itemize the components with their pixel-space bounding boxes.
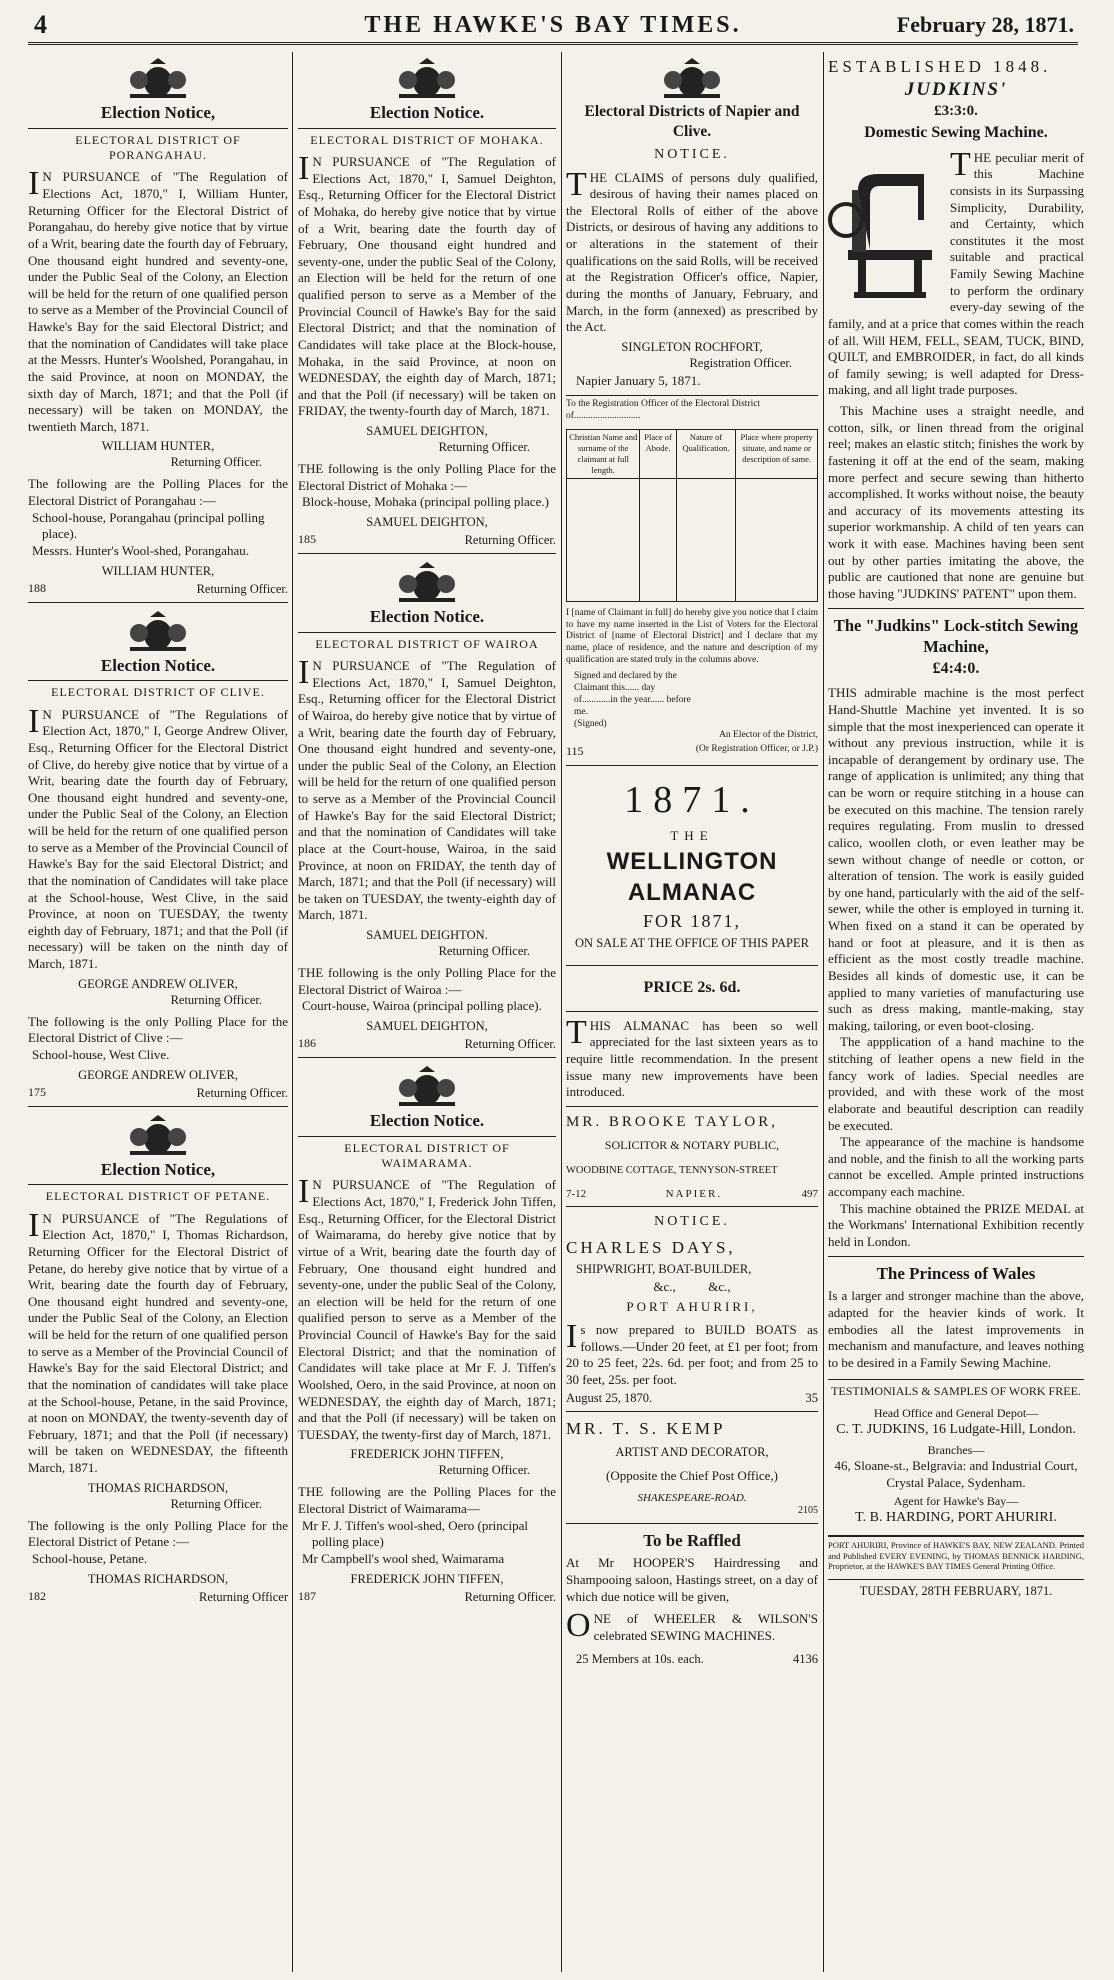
form-addressee: To the Registration Officer of the Electoral District of............................	[566, 395, 818, 423]
product-price: £4:4:0.	[932, 659, 980, 677]
signatory: WILLIAM HUNTER,	[101, 563, 215, 578]
advertiser-address: WOODBINE COTTAGE, TENNYSON-STREET	[566, 1164, 778, 1176]
column-3	[566, 52, 818, 1972]
signatory: THOMAS RICHARDSON,	[87, 1571, 229, 1586]
ad-number: 188	[28, 580, 46, 595]
notice-body: THE CLAIMS of persons duly qualified, desirous of having their names placed on the Electoral Rolls of either of the above Districts, or desirous of having any additions to or alterations in the statement of their qualifications on the said Rolls, will be received at the Registration Officer's office, Napier, during the months of January, February, and March, in the form (annexed) as prescribed by the Act.	[566, 165, 818, 335]
signatory-role: Returning Officer.	[170, 1496, 262, 1511]
election-notice-mohaka	[298, 56, 556, 554]
product-body: This machine obtained the PRIZE MEDAL at the Workmans' International Exhibition recently held in London.	[828, 1200, 1084, 1249]
masthead	[28, 8, 1078, 45]
advertiser-name: CHARLES DAYS,	[566, 1237, 736, 1257]
ad-footer	[28, 1589, 288, 1605]
royal-coat-of-arms-icon	[122, 56, 194, 100]
ad-number: 175	[28, 1084, 46, 1099]
form-signed: Signed and declared by the Claimant this...... day of............in the year...... before me.	[574, 671, 691, 717]
royal-coat-of-arms-icon	[656, 56, 728, 100]
form-header: Nature of Qualification.	[676, 430, 736, 479]
ad-footer	[566, 1187, 818, 1201]
signatory-role: Returning Officer.	[170, 992, 262, 1007]
ad-footer	[566, 1651, 818, 1667]
form-header: Place where property situate, and name or description of same.	[736, 430, 818, 479]
form-cell	[640, 478, 676, 601]
notice-headline: Election Notice.	[369, 606, 485, 626]
ad-number: 187	[298, 1588, 316, 1603]
notice-body: IN PURSUANCE of "The Regulation of Elections Act, 1870," I, Frederick John Tiffen, Esq., Returning Officer, for the Electoral District of Waimarama, do hereby give notice that by virtue of a Writ, bearing date the fourth day of February, One thousand eight hundred and seventy-one, under the public Seal of the Colony, an election will be held for the return of one qualified person to serve as a Member of the Provincial Council of Hawke's Bay for the said Electoral District; and that the nomination of Candidates will take place at Mr F. J. Tiffen's Woolshed, Oero, in the said Province, at noon on WEDNESDAY, the eighth day of March, 1871; and that the Poll (if necessary) will be taken on TUESDAY, the twenty-first day of March, 1871.	[298, 1173, 556, 1442]
signatory: FREDERICK JOHN TIFFEN,	[350, 1447, 504, 1462]
newspaper-title: THE HAWKE'S BAY TIMES.	[364, 12, 742, 38]
notice-body: IN PURSUANCE of "The Regulation of Elections Act, 1870," I, William Hunter, Returning Officer for the Electoral District of Porangahau, do hereby give notice that by virtue of a Writ, bearing date the fourth day of February, One thousand eight hundred and seventy-one, under the Public Seal of the Colony, an Election will be held for the return of one qualified person to serve as a Member of the Provincial Council of Hawke's Bay for the said Electoral District; and that the nomination of Candidates will take place at the Messrs. Hunter's Woolshed, Porangahau, in the said Province, at noon on MONDAY, the sixth day of March, 1871; and that the Poll (if necessary) will be taken on MONDAY, the twentieth March, 1871.	[28, 165, 288, 434]
advertiser-name: MR. T. S. KEMP	[566, 1419, 726, 1439]
electoral-roll-notice	[566, 56, 818, 766]
product-body: This Machine uses a straight needle, and cotton, silk, or linen thread from the original reel; makes an elastic stitch; finishes the work by fastening it off at the end of the seam, making more perfect and secure sewing than hitherto accomplished. It works without noise, the beauty and accuracy of its movements attesting its superior workmanship. A child of ten years can work it with ease. Machines having been sent out by other parties imitating the above, the public are cautioned that none are genuine but those having "JUDKINS' PATENT" upon them.	[828, 403, 1084, 601]
district-name: ELECTORAL DISTRICT OF MOHAKA.	[298, 128, 556, 148]
royal-coat-of-arms-icon	[122, 1113, 194, 1157]
signatory-role: Returning Officer.	[170, 455, 262, 470]
polling-place: Mr Campbell's wool shed, Waimarama	[302, 1550, 505, 1566]
product-body: THIS admirable machine is the most perfect Hand-Shuttle Machine yet invented. It is so simple that the most inexperienced can operate it without any previous instruction, while it is incapable of derangement by ordinary use. The range of application is unlimited; any thing that can be worn or require stitching in a house can be executed on this machine. The tension rarely requires regulating. From muslin to dressed calico, woollen cloth, or even leather may be sewn without change of needle or cotton, or alteration of tension. The work is easily guided by one hand, particularly with the aid of the self-sewer, while the other is employed in turning it. When fixed on a stand it can be operated by hand or foot at pleasure, and it is then as efficient as the most costly treadle machine. Besides all kinds of domestic use, it can be applied to many varieties of manufacturing use such as dress making, mantle-making, stay making, tailoring, or even boot-closing.	[828, 685, 1084, 1033]
notice-label: NOTICE.	[654, 1214, 730, 1230]
signatory-role: Registration Officer.	[689, 355, 792, 370]
brooke-taylor-ad	[566, 1113, 818, 1207]
charles-days-ad	[566, 1213, 818, 1412]
ad-footer	[566, 744, 818, 759]
notice-label: NOTICE.	[654, 146, 730, 162]
signatory-role: Returning Officer.	[464, 532, 556, 547]
form-header: Place of Abode.	[640, 430, 676, 479]
issue-date: February 28, 1871.	[896, 12, 1074, 37]
column-4	[828, 52, 1084, 1972]
advertiser-place: (Opposite the Chief Post Office,)	[606, 1468, 778, 1484]
ad-footer	[28, 581, 288, 597]
ad-footer	[566, 1390, 818, 1406]
form-cell	[736, 478, 818, 601]
district-name: ELECTORAL DISTRICT OF PETANE.	[28, 1184, 288, 1204]
testimonials-line: TESTIMONIALS & SAMPLES OF WORK FREE.	[828, 1379, 1084, 1399]
signatory: SINGLETON ROCHFORT,	[621, 339, 763, 354]
almanac-the: THE	[670, 828, 714, 844]
almanac-ad	[566, 776, 818, 1107]
signatory: SAMUEL DEIGHTON.	[366, 928, 488, 943]
branch-address: 46, Sloane-st., Belgravia: and Industrial Court, Crystal Palace, Sydenham.	[834, 1458, 1078, 1491]
column-rule	[561, 52, 562, 1972]
notice-headline: Election Notice.	[369, 1110, 485, 1130]
signatory-role: Returning Officer.	[464, 1036, 556, 1051]
column-rule	[823, 52, 824, 1972]
ad-number: 497	[801, 1187, 818, 1200]
judkins-lockstitch-ad	[828, 615, 1084, 1257]
form-claim-text: I [name of Claimant in full] do hereby give you notice that I claim to have my name inserted in the List of Voters for the Electoral District of [name of Electoral District] and I declare that my name, place of residence, and the nature and description of my qualification are stated truly in the columns above.	[566, 607, 818, 666]
election-notice-wairoa	[298, 560, 556, 1058]
royal-coat-of-arms-icon	[391, 1064, 463, 1108]
column-1	[28, 52, 288, 1972]
raffle-item: ONE of WHEELER & WILSON'S celebrated SEWING MACHINES.	[566, 1607, 818, 1645]
product-body: The appplication of a hand machine to the stitching of leather opens a new field in the fancy work of ladies. Special needles are provided, and with these work of the most elaborate and beautiful description can readily be executed.	[828, 1034, 1084, 1133]
ad-place: NAPIER.	[665, 1187, 723, 1200]
notice-body: IN PURSUANCE of "The Regulations of Election Act, 1870," I, Thomas Richardson, Returning Officer for the Electoral District of Petane, do hereby give notice that by virtue of a Writ, bearing date the fourth day of February, One thousand eight hundred and seventy-one, under the Public Seal of the Colony, an Election will be held for the return of one qualified person to serve as a Member of the Provincial Council of Hawke's Bay for the said Electoral District; and that the nomination of candidates will take place at the School-house, Petane, in the said Province, at noon on MONDAY, the twenty-seventh day of February, 1871; and that the Poll (if necessary) will be taken on WEDNESDAY, the fifteenth March, 1871.	[28, 1206, 288, 1476]
signatory: FREDERICK JOHN TIFFEN,	[350, 1571, 504, 1586]
form-elector: An Elector of the District,	[719, 730, 818, 741]
polling-intro: THE following is the only Polling Place for the Electoral District of Wairoa :—	[298, 965, 556, 997]
notice-headline: Election Notice.	[369, 103, 485, 122]
raffle-ad	[566, 1530, 818, 1672]
signatory-role: Returning Officer.	[196, 581, 288, 596]
product-title: The Princess of Wales	[876, 1263, 1036, 1283]
notice-headline: Election Notice,	[100, 103, 216, 122]
polling-intro: THE following is the only Polling Place for the Electoral District of Mohaka :—	[298, 461, 556, 493]
signatory: GEORGE ANDREW OLIVER,	[78, 976, 238, 991]
column-2	[298, 52, 556, 1972]
polling-intro: The following is the only Polling Place for the Electoral District of Clive :—	[28, 1013, 288, 1046]
district-name: ELECTORAL DISTRICT OF WAIROA	[298, 632, 556, 652]
signatory-role: Returning Officer.	[464, 1589, 556, 1604]
ad-body: Is now prepared to BUILD BOATS as follows.—Under 20 feet, at £1 per foot; from 20 to 25 feet, 22s. 6d. per foot; and from 25 to 30 feet, 25s. per foot.	[566, 1317, 818, 1387]
head-office-address: C. T. JUDKINS, 16 Ludgate-Hill, London.	[836, 1422, 1076, 1438]
polling-intro: THE following are the Polling Places for the Electoral District of Waimarama—	[298, 1484, 556, 1517]
royal-coat-of-arms-icon	[391, 560, 463, 604]
advertiser-title: SOLICITOR & NOTARY PUBLIC,	[604, 1138, 780, 1153]
notice-body: IN PURSUANCE of "The Regulations of Election Act, 1870," I, George Andrew Oliver, Esq., Returning Officer for the Electoral District of Clive, do hereby give notice that by virtue of a Writ, bearing date the fourth day of February, One thousand eight hundred and seventy-one, under the Public Seal of the Colony, an Election will be held for the return of one qualified person to serve as a Member of the Provincial Council of Hawke's Bay for the said Electoral District; and that the nomination of Candidates will take place at the School-house, West Clive, in the said Province, at noon on TUESDAY, the twenty eighth day of February, 1871; and that the Poll (if necessary) will be taken on the ninth day of March, 1871.	[28, 702, 288, 972]
ad-number: 115	[566, 744, 584, 759]
established-line: ESTABLISHED 1848.	[828, 57, 1052, 76]
polling-place: School-house, Porangahau (principal polling place).	[32, 509, 265, 542]
polling-place: Mr F. J. Tiffen's wool-shed, Oero (principal polling place)	[302, 1517, 529, 1550]
signatory-role: Returning Officer.	[438, 1463, 530, 1478]
signatory: SAMUEL DEIGHTON,	[366, 514, 488, 529]
advertiser-trade: ARTIST AND DECORATOR,	[615, 1445, 769, 1460]
notice-body: IN PURSUANCE of "The Regulation of Elections Act, 1870," I, Samuel Deighton, Esq., Returning officer for the Electoral District of Wairoa, do hereby give notice that by virtue of a Writ, bearing date the fourth day of February, One thousand eight hundred and seventy-one, under the public Seal of the Colony, an Election will be held for the return of one qualified person to serve as a Member of the Provincial Council of Hawke's Bay for the said Electoral District; and that the nomination of Candidates will take place at the Court-house, Wairoa, in the said Province, at noon on FRIDAY, the tenth day of March, 1871; and that the Poll (if necessary) will be taken on TUESDAY, the twenty-eighth day of March, 1871.	[298, 654, 556, 923]
signatory-role: Returning Officer.	[438, 944, 530, 959]
signatory: THOMAS RICHARDSON,	[87, 1480, 229, 1495]
product-price: £3:3:0.	[934, 103, 978, 120]
judkins-domestic-ad	[828, 56, 1084, 609]
form-elector-alt: (Or Registration Officer, or J.P.)	[695, 744, 818, 755]
signatory: GEORGE ANDREW OLIVER,	[78, 1067, 238, 1082]
product-body: THE peculiar merit of this Machine consists in its Surpassing Simplicity, Durability, and Certainty, which constitutes it the most suitable and practical Family Sewing Machine to perform the ordinary every-day sewing of the family, and at a price that comes within the reach of all. Will HEM, FELL, SEAM, TUCK, BIND, QUILT, and EMBROIDER, in fact, do all kinds of family sewing; is well adapted for Dress-making, and all light trade purposes.	[828, 145, 1084, 398]
polling-place: School-house, Petane.	[32, 1550, 148, 1566]
signatory: SAMUEL DEIGHTON,	[366, 424, 488, 439]
ad-number: 2105	[798, 1504, 818, 1516]
polling-place: Block-house, Mohaka (principal polling place.)	[302, 494, 549, 510]
ad-number: 4136	[793, 1651, 818, 1666]
princess-of-wales-ad	[828, 1263, 1084, 1617]
agent-name: T. B. HARDING, PORT AHURIRI.	[855, 1510, 1057, 1525]
form-cell	[567, 478, 640, 601]
ad-footer	[28, 1085, 288, 1101]
election-notice-porangahau	[28, 56, 288, 603]
advertiser-etc: &c., &c.,	[653, 1278, 731, 1294]
printer-imprint: PORT AHURIRI, Province of HAWKE'S BAY, NEW ZEALAND. Printed and Published EVERY EVENING, by THOMAS BENNICK HARDING, Proprietor, at the HAWKE'S BAY TIMES General Printing Office.	[828, 1535, 1084, 1571]
raffle-body: At Mr HOOPER'S Hairdressing and Shampooing saloon, Hastings street, on a day of which due notice will be given,	[566, 1555, 818, 1604]
polling-place: Court-house, Wairoa (principal polling place).	[302, 998, 542, 1014]
district-name: ELECTORAL DISTRICT OF CLIVE.	[28, 680, 288, 700]
almanac-for: FOR 1871,	[642, 911, 741, 932]
ad-number: 186	[298, 1035, 316, 1050]
product-title: Domestic Sewing Machine.	[864, 124, 1048, 142]
claim-form-table	[566, 429, 818, 602]
branches-label: Branches—	[927, 1443, 985, 1458]
ad-number: 35	[805, 1391, 818, 1406]
polling-place: Messrs. Hunter's Wool-shed, Porangahau.	[32, 542, 249, 558]
royal-coat-of-arms-icon	[122, 609, 194, 653]
polling-place: School-house, West Clive.	[32, 1046, 170, 1062]
brand-name: JUDKINS'	[904, 78, 1008, 100]
product-body: The appearance of the machine is handsome and noble, and the finish to all the working parts cannot be excelled. Ample printed instructions accompany each machine.	[828, 1134, 1084, 1200]
raffle-headline: To be Raffled	[643, 1530, 741, 1550]
form-signed-label: (Signed)	[574, 718, 607, 729]
signatory-role: Returning Officer.	[438, 440, 530, 455]
head-office-label: Head Office and General Depot—	[873, 1405, 1039, 1420]
signatory: SAMUEL DEIGHTON,	[366, 1018, 488, 1033]
election-notice-clive	[28, 609, 288, 1107]
almanac-year: 1871.	[624, 778, 760, 821]
kemp-ad	[566, 1418, 818, 1523]
product-body: Is a larger and stronger machine than the above, adapted for the heavier kinds of work. It embodies all the latest improvements in mechanism and manufacture, and leaves nothing to be desired in a Family Sewing Machine.	[828, 1288, 1084, 1370]
ad-number: 185	[298, 531, 316, 546]
signatory: WILLIAM HUNTER,	[101, 439, 215, 454]
sewing-machine-icon	[828, 150, 944, 300]
form-header: Christian Name and surname of the claimant at full length.	[567, 430, 640, 479]
footer-date: TUESDAY, 28TH FEBRUARY, 1871.	[828, 1579, 1084, 1599]
signatory-role: Returning Officer.	[196, 1085, 288, 1100]
advertiser-place: PORT AHURIRI,	[626, 1299, 758, 1315]
advertiser-trade: SHIPWRIGHT, BOAT-BUILDER,	[576, 1261, 752, 1276]
product-title: The "Judkins" Lock-stitch Sewing Machine,	[833, 615, 1079, 656]
notice-body: IN PURSUANCE of "The Regulation of Elections Act, 1870," I, Samuel Deighton, Esq., Returning Officer for the Electoral District of Mohaka, do hereby give notice that by virtue of a Writ, bearing date the fourth day of February, One thousand eight hundred and seventy-one, under the public Seal of the Colony, an Election will be held for the return of one qualified person to serve as a Member of the Provincial Council of Hawke's Bay for the said Electoral District; and that the nomination of Candidates will take place at the Block-house, Mohaka, in the said Province, at noon on WEDNESDAY, the eighth day of March, 1871; and that the Poll (if necessary) will be taken on FRIDAY, the twenty-fourth day of March, 1871.	[298, 150, 556, 419]
agent-label: Agent for Hawke's Bay—	[893, 1493, 1019, 1508]
almanac-sale: ON SALE AT THE OFFICE OF THIS PAPER	[575, 936, 809, 951]
district-name: ELECTORAL DISTRICT OF PORANGAHAU.	[28, 128, 288, 164]
polling-intro: The following are the Polling Places for the Electoral District of Porangahau :—	[28, 476, 288, 509]
almanac-price: PRICE 2s. 6d.	[566, 965, 818, 998]
form-cell	[676, 478, 736, 601]
raffle-members: 25 Members at 10s. each.	[576, 1651, 704, 1666]
advertiser-street: SHAKESPEARE-ROAD.	[637, 1491, 747, 1504]
election-notice-waimarama	[298, 1064, 556, 1610]
advertiser-name: MR. BROOKE TAYLOR,	[566, 1113, 778, 1130]
royal-coat-of-arms-icon	[391, 56, 463, 100]
ad-date: August 25, 1870.	[566, 1391, 653, 1406]
notice-headline: Election Notice.	[100, 655, 216, 675]
election-notice-petane	[28, 1113, 288, 1610]
notice-headline: Electoral Districts of Napier and Clive.	[584, 103, 800, 140]
ad-footer	[298, 532, 556, 548]
notice-date: Napier January 5, 1871.	[576, 372, 701, 388]
ad-number: 182	[28, 1588, 46, 1603]
signatory-role: Returning Officer	[199, 1589, 288, 1604]
column-rule	[292, 52, 293, 1972]
ad-footer	[298, 1036, 556, 1052]
page-number: 4	[34, 10, 47, 39]
ad-date: 7-12	[566, 1187, 587, 1200]
notice-headline: Election Notice,	[100, 1159, 216, 1179]
ad-footer	[298, 1589, 556, 1605]
district-name: ELECTORAL DISTRICT OF WAIMARAMA.	[298, 1136, 556, 1172]
almanac-name: WELLINGTON ALMANAC	[606, 847, 778, 906]
polling-intro: The following is the only Polling Place for the Electoral District of Petane :—	[28, 1517, 288, 1550]
almanac-body: THIS ALMANAC has been so well appreciated for the last sixteen years as to require little recommendation. In the present issue many new improvements have been introduced.	[566, 1011, 818, 1101]
